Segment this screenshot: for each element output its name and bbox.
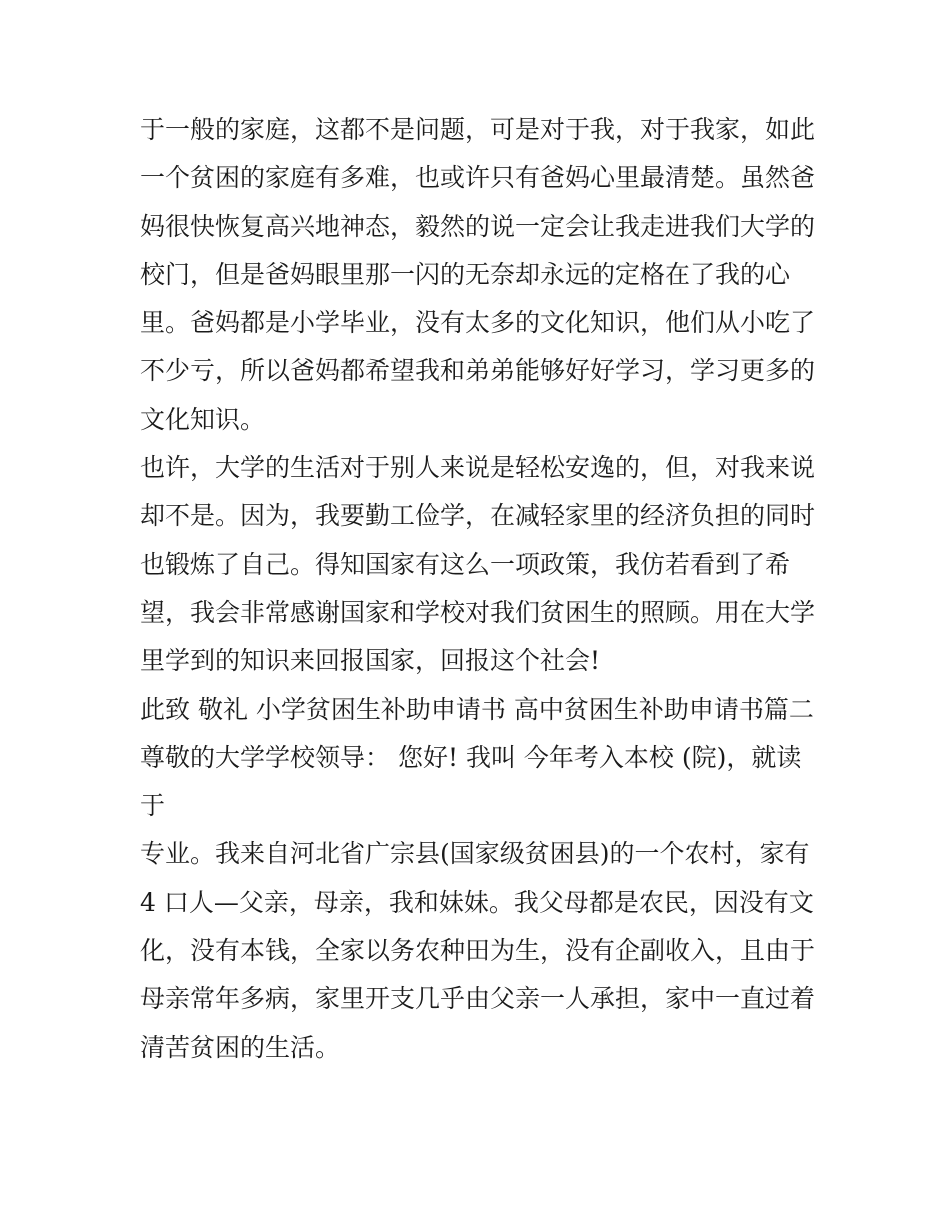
- text-line-3: 妈很快恢复高兴地神态，毅然的说一定会让我走进我们大学的: [140, 211, 816, 241]
- text-line-12: 里学到的知识来回报国家，回报这个社会!: [140, 646, 601, 676]
- text-line-15: 于: [140, 791, 166, 821]
- text-line-17: 4 口人—父亲，母亲，我和妹妹。我父母都是农民，因没有文: [140, 887, 814, 917]
- body-text: [140, 106, 830, 1072]
- text-line-2: 一个贫困的家庭有多难，也或许只有爸妈心里最清楚。虽然爸: [140, 163, 816, 193]
- text-line-16: 专业。我来自河北省广宗县(国家级贫困县)的一个农村，家有: [140, 839, 810, 869]
- text-line-11: 望，我会非常感谢国家和学校对我们贫困生的照顾。用在大学: [140, 597, 816, 627]
- text-line-1: 于一般的家庭，这都不是问题，可是对于我，对于我家，如此: [140, 115, 816, 144]
- text-line-20: 清苦贫困的生活。: [140, 1032, 341, 1062]
- text-line-19: 母亲常年多病，家里开支几乎由父亲一人承担，家中一直过着: [140, 984, 816, 1014]
- text-line-6: 不少亏，所以爸妈都希望我和弟弟能够好好学习，学习更多的: [140, 356, 816, 386]
- text-line-13: 此致 敬礼 小学贫困生补助申请书 高中贫困生补助申请书篇二: [140, 694, 814, 724]
- text-line-14: 尊敬的大学学校领导： 您好! 我叫 今年考入本校 (院)，就读: [140, 742, 802, 772]
- text-line-7: 文化知识。: [140, 404, 266, 434]
- text-line-5: 里。爸妈都是小学毕业，没有太多的文化知识，他们从小吃了: [140, 308, 816, 338]
- text-line-18: 化，没有本钱，全家以务农种田为生，没有企副收入，且由于: [140, 936, 816, 966]
- text-line-10: 也锻炼了自己。得知国家有这么一项政策，我仿若看到了希: [140, 549, 791, 579]
- text-line-4: 校门，但是爸妈眼里那一闪的无奈却永远的定格在了我的心: [140, 259, 791, 289]
- text-line-9: 却不是。因为，我要勤工俭学，在减轻家里的经济负担的同时: [140, 501, 816, 531]
- text-line-8: 也许，大学的生活对于别人来说是轻松安逸的，但，对我来说: [140, 453, 816, 483]
